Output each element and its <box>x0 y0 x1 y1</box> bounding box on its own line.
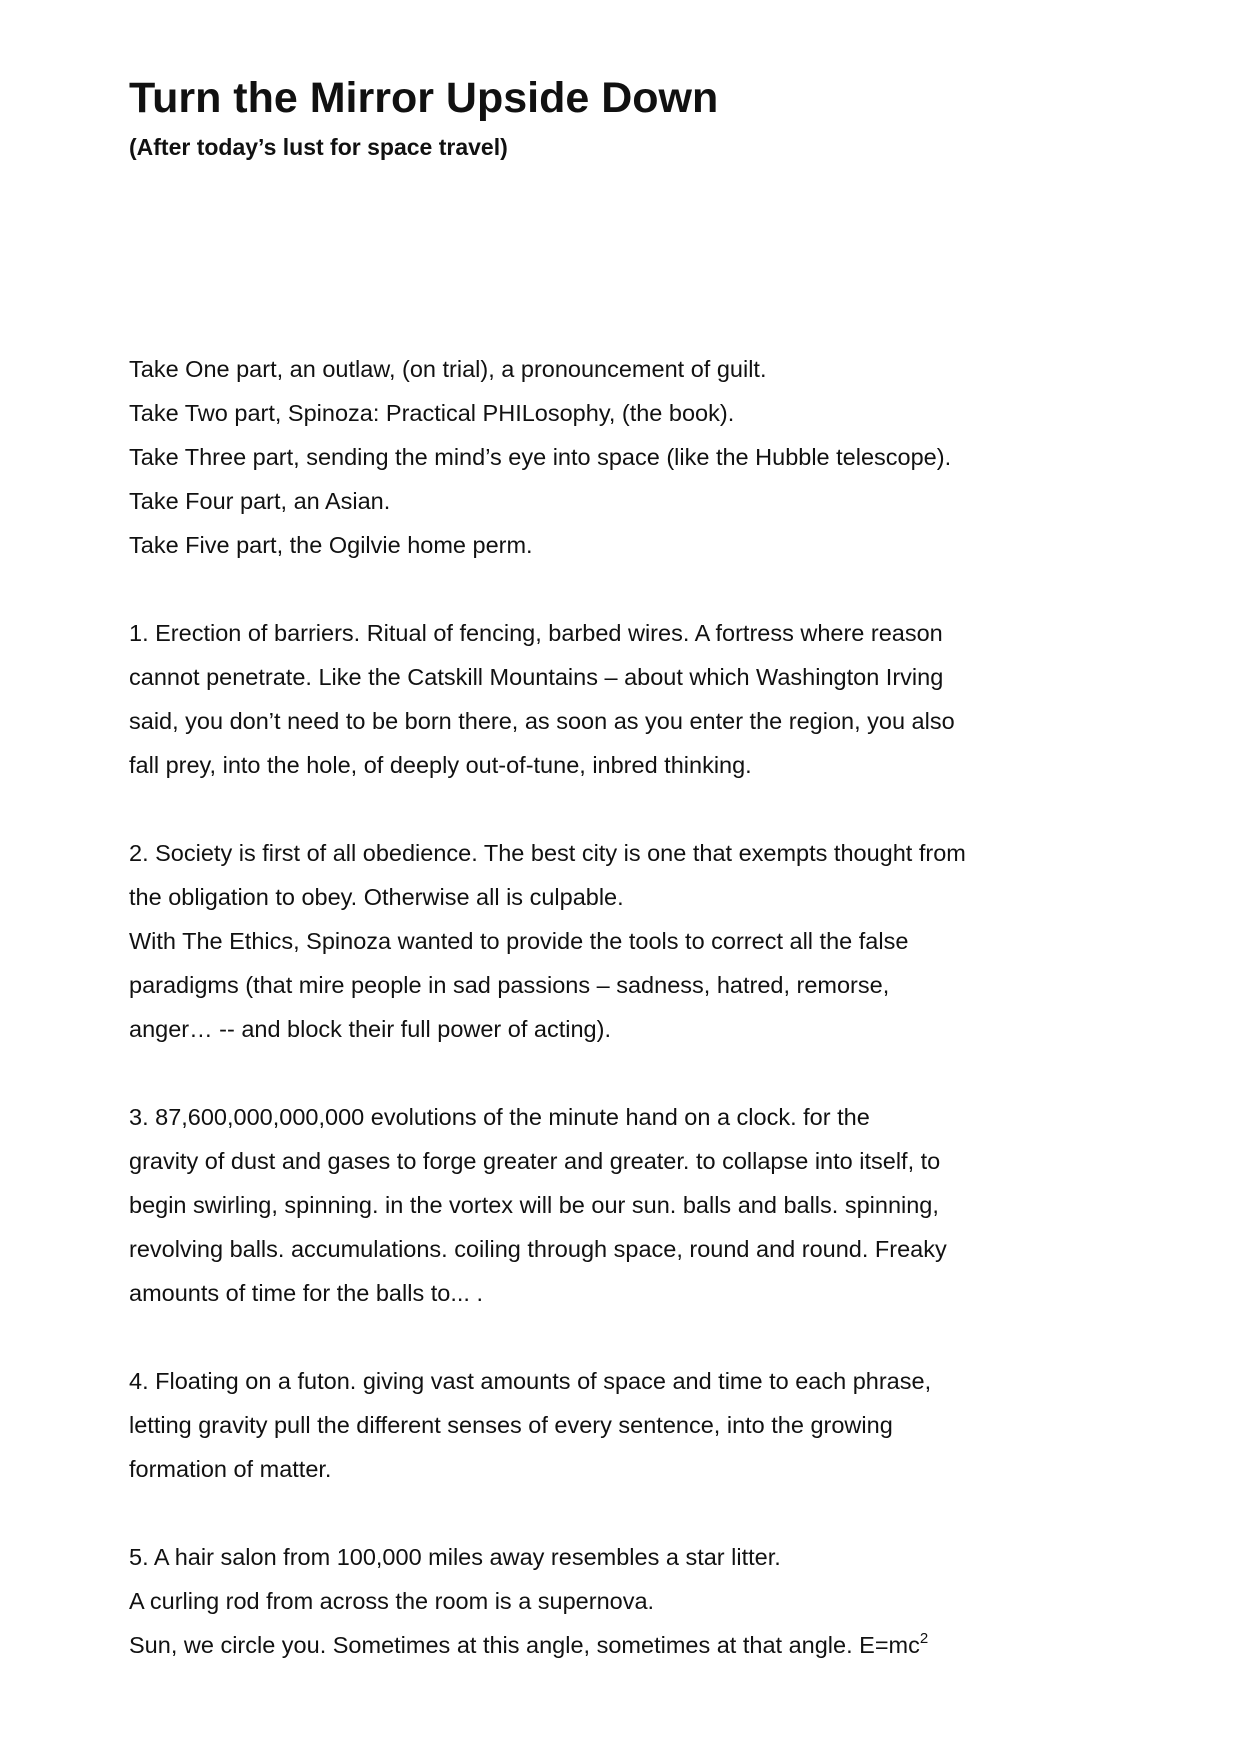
last-line-text: Sun, we circle you. Sometimes at this angle, sometimes at that angle. E=mc <box>129 1632 920 1658</box>
superscript-exponent: 2 <box>919 1630 929 1647</box>
document-title: Turn the Mirror Upside Down <box>129 74 719 122</box>
section-1-line: fall prey, into the hole, of deeply out-of-tune, inbred thinking. <box>129 752 752 778</box>
section-2-line: anger… -- and block their full power of acting). <box>129 1016 611 1042</box>
section-4 <box>129 1359 1129 1491</box>
section-1-line: 1. Erection of barriers. Ritual of fencing, barbed wires. A fortress where reason <box>129 620 943 646</box>
document-header <box>129 72 1129 162</box>
section-3 <box>129 1095 1129 1315</box>
paragraph-gap <box>129 1051 1129 1095</box>
section-1-line: said, you don’t need to be born there, as soon as you enter the region, you also <box>129 708 955 734</box>
section-5-last-line <box>129 1623 1129 1667</box>
ingredient-line: Take Four part, an Asian. <box>129 488 391 514</box>
section-2-line: With The Ethics, Spinoza wanted to provide the tools to correct all the false <box>129 928 909 954</box>
section-5 <box>129 1535 1129 1667</box>
section-3-line: gravity of dust and gases to forge greater and greater. to collapse into itself, to <box>129 1148 941 1174</box>
section-2-line: 2. Society is first of all obedience. The best city is one that exempts thought from <box>129 840 966 866</box>
section-1 <box>129 611 1129 787</box>
section-3-line: revolving balls. accumulations. coiling through space, round and round. Freaky <box>129 1236 947 1262</box>
section-4-line: letting gravity pull the different senses of every sentence, into the growing <box>129 1412 893 1438</box>
ingredient-line: Take Five part, the Ogilvie home perm. <box>129 532 533 558</box>
section-3-line: amounts of time for the balls to... . <box>129 1280 483 1306</box>
paragraph-gap <box>129 787 1129 831</box>
ingredients-list <box>129 347 1129 567</box>
document-body <box>129 347 1129 1667</box>
document-subtitle: (After today’s lust for space travel) <box>129 134 508 160</box>
section-4-line: formation of matter. <box>129 1456 332 1482</box>
section-2-line: paradigms (that mire people in sad passions – sadness, hatred, remorse, <box>129 972 890 998</box>
section-3-line: begin swirling, spinning. in the vortex will be our sun. balls and balls. spinning, <box>129 1192 939 1218</box>
paragraph-gap <box>129 1315 1129 1359</box>
section-2-line: the obligation to obey. Otherwise all is culpable. <box>129 884 624 910</box>
ingredient-line: Take One part, an outlaw, (on trial), a pronouncement of guilt. <box>129 356 767 382</box>
section-4-line: 4. Floating on a futon. giving vast amounts of space and time to each phrase, <box>129 1368 932 1394</box>
ingredient-line: Take Three part, sending the mind’s eye into space (like the Hubble telescope). <box>129 444 952 470</box>
section-3-line: 3. 87,600,000,000,000 evolutions of the minute hand on a clock. for the <box>129 1104 870 1130</box>
section-2 <box>129 831 1129 1051</box>
section-1-line: cannot penetrate. Like the Catskill Mountains – about which Washington Irving <box>129 664 944 690</box>
section-5-line: A curling rod from across the room is a supernova. <box>129 1588 655 1614</box>
ingredient-line: Take Two part, Spinoza: Practical PHILosophy, (the book). <box>129 400 735 426</box>
paragraph-gap <box>129 567 1129 611</box>
paragraph-gap <box>129 1491 1129 1535</box>
section-5-line: 5. A hair salon from 100,000 miles away resembles a star litter. <box>129 1544 781 1570</box>
